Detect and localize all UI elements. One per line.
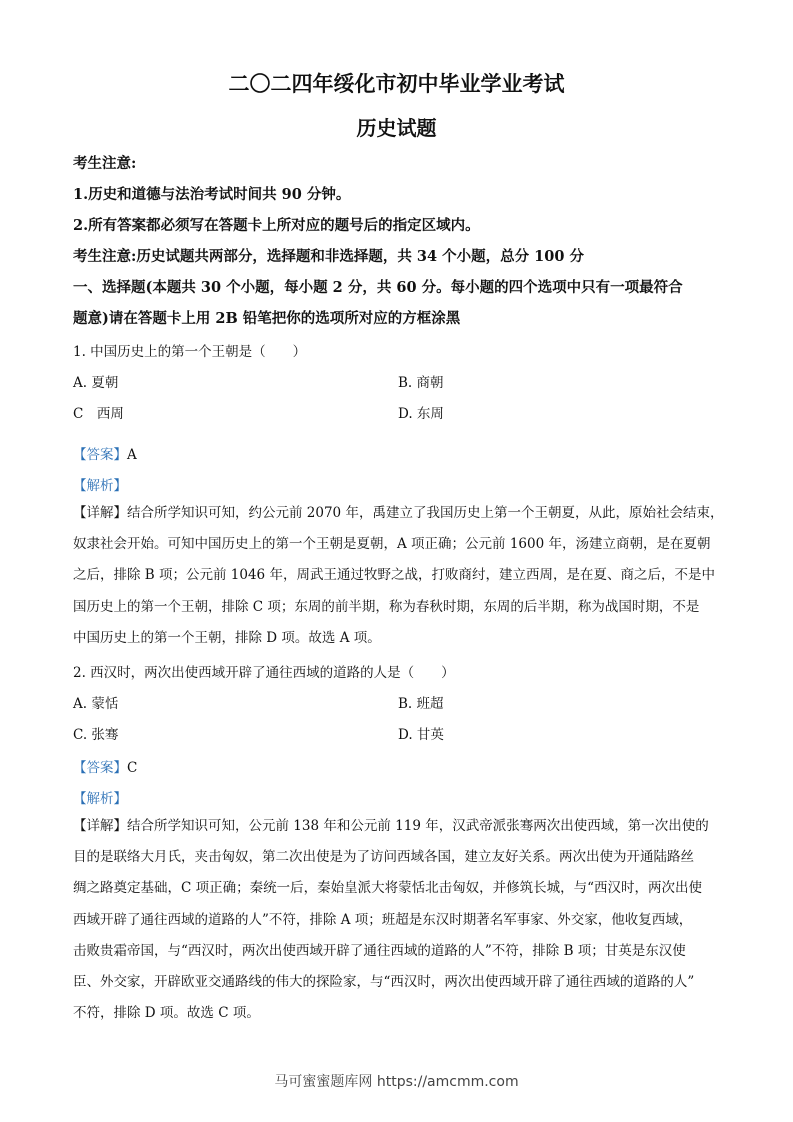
detail-line: 中国历史上的第一个王朝，排除 D 项。故选 A 项。 [73, 629, 381, 646]
question-1-answer [73, 443, 137, 463]
question-2-option-b: B. 班超 [398, 696, 444, 712]
detail-line: 【详解】结合所学知识可知，约公元前 2070 年，禹建立了我国历史上第一个王朝夏，从此，原始社会结束， [73, 505, 724, 521]
question-2-answer [73, 756, 137, 776]
question-1-stem: 1. 中国历史上的第一个王朝是（ ） [73, 344, 307, 360]
answer-value: C [127, 760, 138, 776]
question-1-option-a: A. 夏朝 [73, 375, 119, 391]
note-1: 1.历史和道德与法治考试时间共 90 分钟。 [73, 186, 351, 203]
detail-line: 臣、外交家，开辟欧亚交通路线的伟大的探险家，与“西汉时，两次出使西域开辟了通往西域的道路的人” [73, 974, 695, 991]
answer-value: A [127, 447, 137, 463]
detail-line: 绸之路奠定基础，C 项正确；秦统一后，秦始皇派大将蒙恬北击匈奴，并修筑长城，与“西汉时，两次出使 [73, 880, 703, 897]
question-1-option-b: B. 商朝 [398, 375, 444, 391]
question-2-analysis-tag: 【解析】 [73, 791, 127, 807]
answer-tag: 【答案】 [73, 760, 127, 776]
detail-line: 目的是联络大月氏，夹击匈奴，第二次出使是为了访问西域各国，建立友好关系。两次出使为开通陆路丝 [73, 849, 694, 866]
detail-line: 不符，排除 D 项。故选 C 项。 [73, 1005, 260, 1022]
question-1-option-c: C 西周 [73, 406, 124, 422]
question-2-option-a: A. 蒙恬 [73, 696, 119, 712]
question-2-stem: 2. 西汉时，两次出使西域开辟了通往西域的道路的人是（ ） [73, 665, 455, 681]
detail-tag: 【详解】 [73, 818, 127, 834]
question-2-option-c: C. 张骞 [73, 727, 119, 743]
section-heading-line-2: 题意)请在答题卡上用 2B 铅笔把你的选项所对应的方框涂黑 [73, 310, 461, 327]
notes-heading: 考生注意: [73, 155, 137, 172]
answer-tag: 【答案】 [73, 447, 127, 463]
detail-line: 西域开辟了通往西域的道路的人”不符，排除 A 项；班超是东汉时期著名军事家、外交家，他收复西域， [73, 911, 693, 928]
note-3: 考生注意:历史试题共两部分，选择题和非选择题，共 34 个小题，总分 100 分 [73, 248, 584, 265]
page-subtitle: 历史试题 [356, 116, 437, 140]
question-2-detail [73, 811, 723, 1029]
section-heading-line-1: 一、选择题(本题共 30 个小题，每小题 2 分，共 60 分。每小题的四个选项中只有一项最符合 [73, 279, 683, 296]
detail-line: 击败贵霜帝国，与“西汉时，两次出使西域开辟了通往西域的道路的人”不符，排除 B 项；甘英是东汉使 [73, 942, 686, 959]
page-title: 二〇二四年绥化市初中毕业学业考试 [228, 71, 565, 96]
detail-tag: 【详解】 [73, 505, 127, 521]
question-1-analysis-tag: 【解析】 [73, 478, 127, 494]
detail-line: 奴隶社会开始。可知中国历史上的第一个王朝是夏朝，A 项正确；公元前 1600 年，汤建立商朝，是在夏朝 [73, 536, 711, 553]
detail-line: 国历史上的第一个王朝，排除 C 项；东周的前半期，称为春秋时期，东周的后半期，称为战国时期，不是 [73, 598, 700, 615]
question-1-option-d: D. 东周 [398, 406, 444, 422]
footer-watermark: 马可蜜蜜题库网 https://amcmm.com [274, 1074, 519, 1090]
detail-line: 【详解】结合所学知识可知，公元前 138 年和公元前 119 年，汉武帝派张骞两次出使西域，第一次出使的 [73, 818, 709, 834]
question-1-detail [73, 498, 723, 654]
detail-line: 之后，排除 B 项；公元前 1046 年，周武王通过牧野之战，打败商纣，建立西周，是在夏、商之后，不是中 [73, 567, 715, 584]
question-2-option-d: D. 甘英 [398, 727, 444, 743]
note-2: 2.所有答案都必须写在答题卡上所对应的题号后的指定区域内。 [73, 217, 480, 234]
